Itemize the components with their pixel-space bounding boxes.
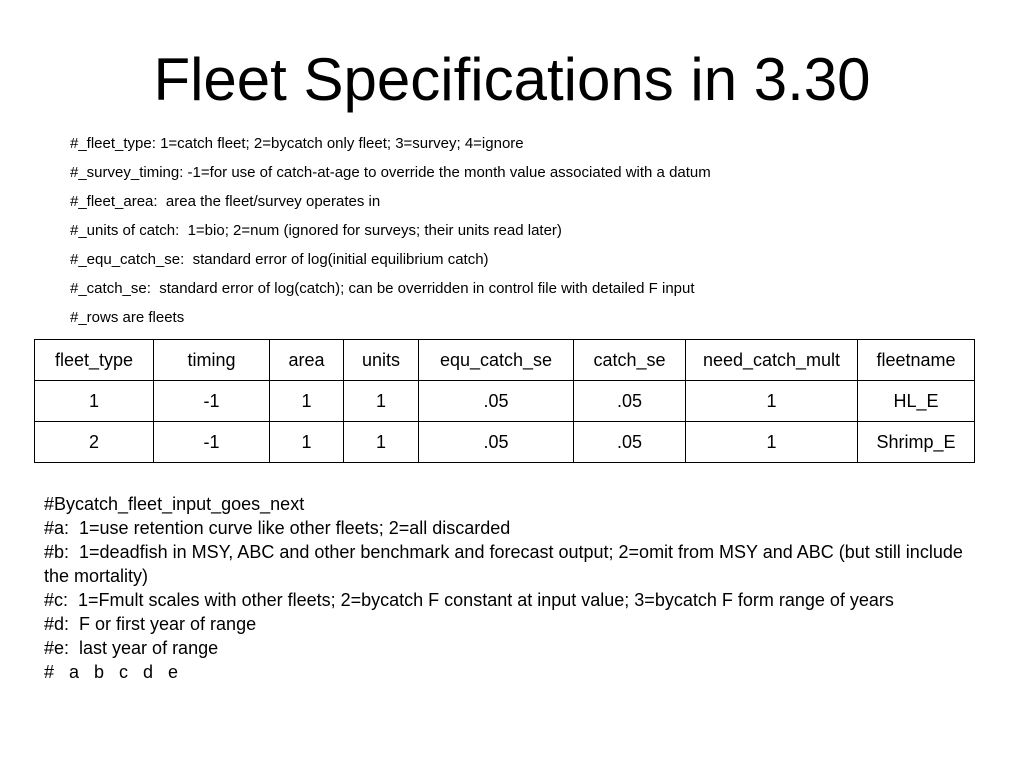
bycatch-note-b: #b: 1=deadfish in MSY, ABC and other benchmark and forecast output; 2=omit from MSY and ABC (but still include the mortality)	[44, 542, 968, 586]
bycatch-note-e: #e: last year of range	[44, 638, 219, 658]
table-cell: 1	[35, 381, 154, 422]
table-header-row	[35, 340, 975, 381]
header-timing: timing	[154, 340, 270, 381]
table-cell: .05	[574, 381, 686, 422]
comment-fleet-type: #_fleet_type: 1=catch fleet; 2=bycatch only fleet; 3=survey; 4=ignore	[70, 135, 524, 152]
table-cell: Shrimp_E	[858, 422, 975, 463]
comment-rows-are-fleets: #_rows are fleets	[70, 309, 185, 326]
header-area: area	[270, 340, 344, 381]
table-cell: 1	[344, 381, 419, 422]
table-cell: .05	[419, 422, 574, 463]
table-cell: .05	[574, 422, 686, 463]
bycatch-notes	[44, 492, 974, 684]
comment-equ-catch-se: #_equ_catch_se: standard error of log(initial equilibrium catch)	[70, 251, 489, 268]
bycatch-heading: #Bycatch_fleet_input_goes_next	[44, 494, 305, 514]
table-cell: 1	[270, 422, 344, 463]
table-row	[35, 422, 975, 463]
table-cell: -1	[154, 422, 270, 463]
fleet-spec-table	[34, 339, 975, 463]
comment-catch-se: #_catch_se: standard error of log(catch); can be overridden in control file with detailed F input	[70, 280, 695, 297]
comment-fleet-area: #_fleet_area: area the fleet/survey operates in	[70, 193, 381, 210]
table-cell: 1	[686, 422, 858, 463]
bycatch-note-c: #c: 1=Fmult scales with other fleets; 2=bycatch F constant at input value; 3=bycatch F form range of years	[44, 590, 894, 610]
table-cell: 1	[686, 381, 858, 422]
table-cell: .05	[419, 381, 574, 422]
header-fleet-type: fleet_type	[35, 340, 154, 381]
table-cell: HL_E	[858, 381, 975, 422]
comment-survey-timing: #_survey_timing: -1=for use of catch-at-age to override the month value associated with a datum	[70, 164, 711, 181]
table-cell: 1	[344, 422, 419, 463]
header-units: units	[344, 340, 419, 381]
table-row	[35, 381, 975, 422]
header-need-catch-mult: need_catch_mult	[686, 340, 858, 381]
fleet-comment-list	[70, 129, 1000, 332]
table-cell: 1	[270, 381, 344, 422]
header-fleetname: fleetname	[858, 340, 975, 381]
comment-units-of-catch: #_units of catch: 1=bio; 2=num (ignored for surveys; their units read later)	[70, 222, 562, 239]
bycatch-note-d: #d: F or first year of range	[44, 614, 257, 634]
slide-title: Fleet Specifications in 3.30	[153, 46, 871, 113]
header-equ-catch-se: equ_catch_se	[419, 340, 574, 381]
header-catch-se: catch_se	[574, 340, 686, 381]
bycatch-column-header: # a b c d e	[44, 662, 179, 682]
table-cell: -1	[154, 381, 270, 422]
table-cell: 2	[35, 422, 154, 463]
bycatch-note-a: #a: 1=use retention curve like other fleets; 2=all discarded	[44, 518, 511, 538]
